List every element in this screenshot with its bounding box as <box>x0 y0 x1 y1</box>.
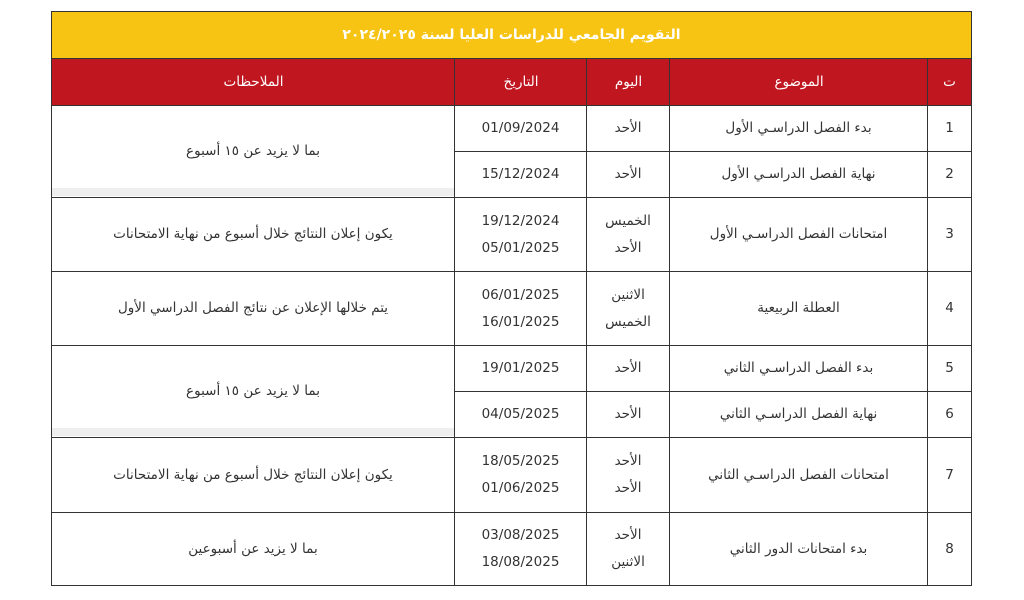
header-divider <box>586 59 587 105</box>
row-date: 04/05/2025 <box>481 406 560 422</box>
row-subject: نهاية الفصل الدراسـي الثاني <box>719 406 878 422</box>
row-day: الأحد <box>614 453 642 469</box>
row-day: الخميس <box>605 212 651 229</box>
header-divider <box>669 59 670 105</box>
row-date: 18/05/2025 <box>481 453 560 469</box>
row-date: 03/08/2025 <box>481 527 560 543</box>
row-days <box>587 438 669 512</box>
row-day: الاثنين <box>611 554 645 570</box>
header-subject: الموضوع <box>774 73 824 90</box>
row-day: الأحد <box>614 527 642 543</box>
row-subject: امتحانات الفصل الدراسـي الأول <box>709 226 888 242</box>
row-date: 15/12/2024 <box>481 166 560 182</box>
header-notes: الملاحظات <box>223 73 284 90</box>
row-date: 05/01/2025 <box>481 239 560 256</box>
row-subject: بدء الفصل الدراسـي الأول <box>725 120 872 136</box>
row-date: 01/06/2025 <box>481 480 560 496</box>
row-index: 1 <box>945 120 954 136</box>
row-index: 5 <box>945 360 954 376</box>
row-day: الأحد <box>614 480 642 496</box>
row-days <box>587 198 669 271</box>
row-days <box>587 272 669 345</box>
row-date: 06/01/2025 <box>481 286 560 303</box>
row-date: 19/12/2024 <box>481 212 560 229</box>
academic-calendar-table <box>51 11 972 586</box>
header-index: ت <box>943 73 956 90</box>
row-subject: بدء امتحانات الدور الثاني <box>729 540 868 557</box>
header-date: التاريخ <box>503 73 539 90</box>
row-index: 2 <box>945 166 954 182</box>
row-subject: بدء الفصل الدراسـي الثاني <box>723 360 874 376</box>
row-date: 18/08/2025 <box>481 554 560 570</box>
row-index: 6 <box>945 406 954 422</box>
row-index: 3 <box>945 226 954 242</box>
row-subject: امتحانات الفصل الدراسـي الثاني <box>708 466 889 483</box>
row-date: 19/01/2025 <box>481 360 560 376</box>
row-dates <box>455 513 586 585</box>
row-day: الأحد <box>614 166 642 182</box>
row-notes: يكون إعلان النتائج خلال أسبوع من نهاية الامتحانات <box>113 466 393 483</box>
table-title <box>52 12 971 59</box>
row-dates <box>455 198 586 271</box>
row-notes: يكون إعلان النتائج خلال أسبوع من نهاية الامتحانات <box>113 226 393 242</box>
header-divider <box>927 59 928 105</box>
row-dates <box>455 438 586 512</box>
row-day: الأحد <box>614 120 642 136</box>
row-day: الأحد <box>614 239 642 256</box>
row-day: الخميس <box>605 313 651 330</box>
row-date: 16/01/2025 <box>481 313 560 330</box>
table-header-row <box>52 59 971 106</box>
row-subject: العطلة الربيعية <box>757 300 840 316</box>
table-title-text: التقويم الجامعي للدراسات العليا لسنة ٢٠٢٤/٢٠٢٥ <box>342 27 681 43</box>
row-notes: بما لا يزيد عن أسبوعين <box>188 540 318 557</box>
row-notes: يتم خلالها الإعلان عن نتائج الفصل الدراسي الأول <box>117 300 389 316</box>
row-notes: بما لا يزيد عن ١٥ أسبوع <box>186 383 320 399</box>
row-dates <box>455 272 586 345</box>
row-notes: بما لا يزيد عن ١٥ أسبوع <box>186 143 320 159</box>
row-days <box>587 513 669 585</box>
row-day: الأحد <box>614 360 642 376</box>
row-day: الاثنين <box>611 286 645 303</box>
row-index: 8 <box>945 540 954 557</box>
table-body <box>52 106 971 585</box>
header-day: اليوم <box>614 73 643 90</box>
row-index: 7 <box>945 466 954 483</box>
row-date: 01/09/2024 <box>481 120 560 136</box>
row-subject: نهاية الفصل الدراسـي الأول <box>721 166 876 182</box>
row-index: 4 <box>945 300 954 316</box>
header-divider <box>454 59 455 105</box>
row-day: الأحد <box>614 406 642 422</box>
